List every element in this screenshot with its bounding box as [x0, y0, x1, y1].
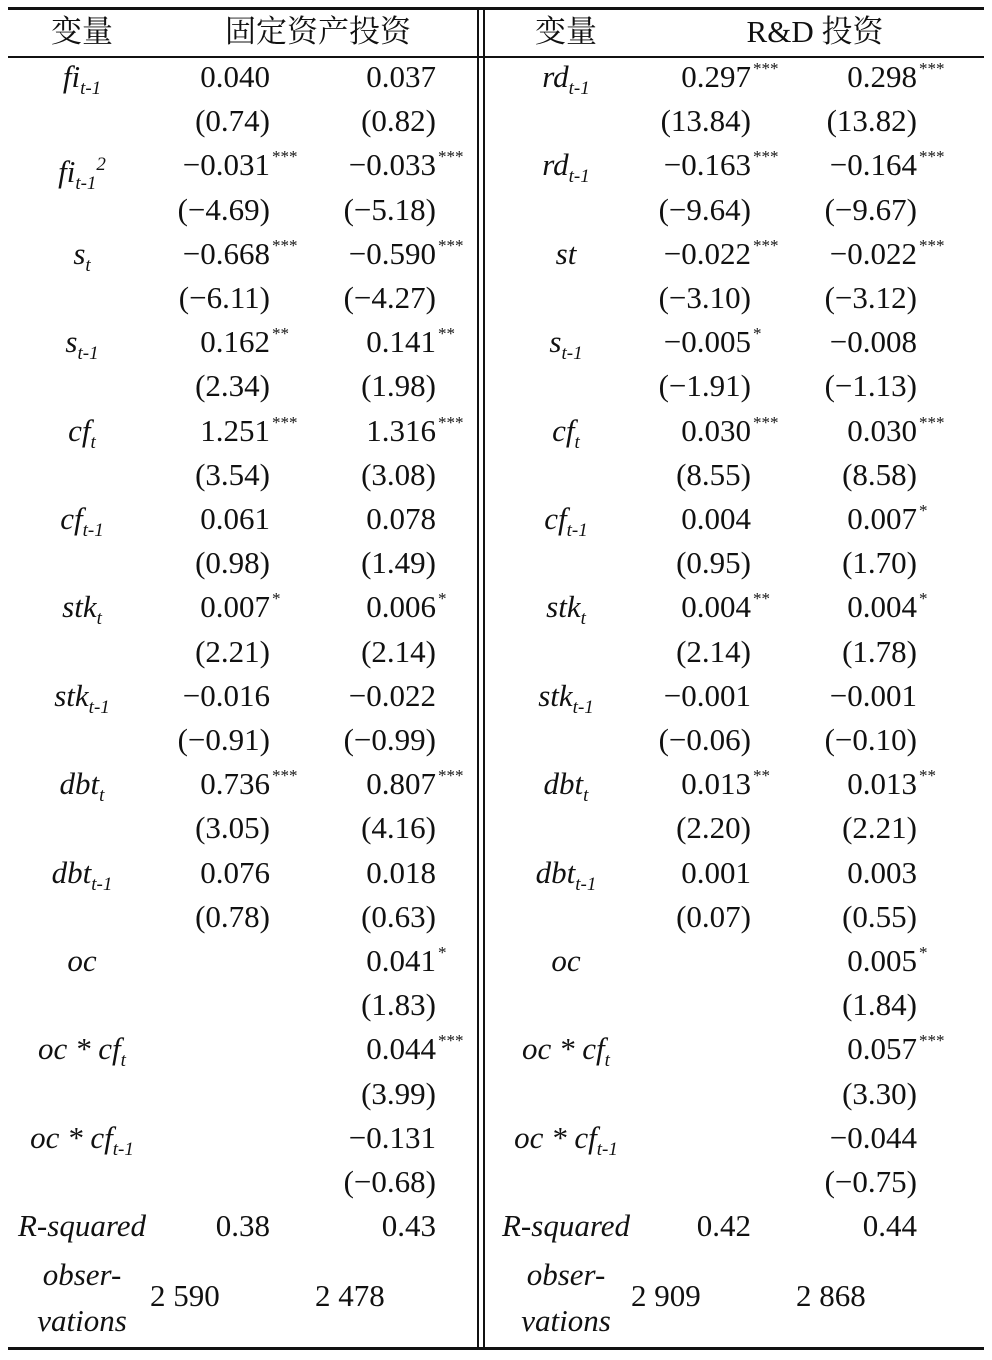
significance-stars: ***	[272, 235, 298, 255]
variable-subscript: t-1	[80, 78, 102, 99]
observations-right-col2: 2 868	[796, 1278, 866, 1313]
table-bottom-rule	[8, 1347, 984, 1350]
coefficient-value: (0.78)	[195, 898, 270, 934]
right-table-row	[0, 497, 992, 541]
right-col1-value	[664, 143, 789, 187]
header-left-group: 固定资产投资	[225, 14, 411, 49]
significance-stars: ***	[438, 412, 464, 432]
coefficient-value: 0.030	[847, 412, 917, 448]
right-col2-value	[842, 630, 955, 674]
variable-superscript: 2	[96, 154, 106, 176]
coefficient-value: (2.21)	[195, 633, 270, 669]
coefficient-value: 0.003	[847, 854, 917, 890]
right-col1-value	[676, 806, 789, 850]
right-col2-value	[825, 276, 955, 320]
variable-subscript: t-1	[91, 873, 113, 895]
coefficient-value: (1.70)	[842, 545, 917, 581]
coefficient-value: 1.251	[200, 412, 270, 448]
right-col2-value	[825, 1160, 955, 1204]
observations-label-line1: obser-	[42, 1257, 122, 1292]
coefficient-value: (8.58)	[842, 456, 917, 492]
coefficient-value: 0.037	[366, 59, 436, 94]
significance-stars: ***	[753, 147, 779, 167]
coefficient-value: 0.38	[215, 1208, 270, 1244]
right-variable-name	[544, 497, 587, 541]
coefficient-value: 0.298	[847, 59, 917, 94]
observations-right-col1: 2 909	[631, 1278, 701, 1313]
variable-symbol: s	[65, 324, 78, 360]
coefficient-value: 0.005	[847, 943, 917, 978]
variable-symbol: oc * cf	[514, 1119, 597, 1155]
variable-symbol: st	[555, 235, 577, 271]
coefficient-value: (3.05)	[195, 810, 270, 846]
right-col2-value	[830, 1116, 955, 1160]
coefficient-value: (0.82)	[361, 103, 436, 139]
variable-subscript: t-1	[77, 343, 99, 365]
right-table-row	[0, 674, 992, 718]
variable-subscript: t	[120, 1050, 126, 1072]
coefficient-value: (8.55)	[676, 456, 751, 492]
coefficient-value: 0.057	[847, 1031, 917, 1067]
significance-stars: *	[919, 943, 928, 962]
coefficient-value: −0.668	[182, 235, 270, 271]
right-table-row	[0, 276, 992, 320]
right-variable-name	[542, 55, 590, 99]
coefficient-value: (2.21)	[842, 810, 917, 846]
right-col2-value	[847, 1027, 955, 1071]
significance-stars: **	[753, 589, 770, 609]
coefficient-value: 1.316	[366, 412, 436, 448]
coefficient-value: (1.83)	[361, 987, 436, 1023]
right-col1-value	[681, 55, 789, 99]
significance-stars: *	[272, 589, 281, 609]
coefficient-value: 0.040	[200, 59, 270, 94]
right-table-row	[0, 1027, 992, 1071]
coefficient-value: 0.006	[366, 589, 436, 625]
observations-label-line2: vations	[37, 1303, 127, 1338]
coefficient-value: −0.033	[348, 147, 436, 183]
significance-stars: *	[438, 943, 447, 962]
variable-symbol: fi	[58, 154, 76, 190]
coefficient-value: 0.013	[847, 766, 917, 802]
variable-symbol: fi	[62, 59, 81, 94]
significance-stars: ***	[919, 1031, 945, 1051]
coefficient-value: 0.007	[847, 501, 917, 536]
right-col2-value	[830, 320, 955, 364]
observations-row	[0, 1252, 992, 1340]
right-col1-value	[681, 851, 789, 895]
right-table-row	[0, 541, 992, 585]
right-table-row	[0, 630, 992, 674]
coefficient-value: (0.07)	[676, 898, 751, 934]
coefficient-value: (4.16)	[361, 810, 436, 846]
significance-stars: ***	[438, 766, 464, 786]
significance-stars: ***	[272, 766, 298, 786]
right-col2-value	[842, 806, 955, 850]
coefficient-value: −0.164	[829, 147, 917, 183]
coefficient-value: (−0.75)	[824, 1164, 917, 1199]
coefficient-value: (0.95)	[676, 545, 751, 581]
significance-stars: ***	[438, 147, 464, 167]
right-col1-value	[664, 232, 789, 276]
coefficient-value: −0.001	[663, 677, 751, 713]
coefficient-value: (−4.27)	[343, 280, 436, 315]
variable-symbol: R-squared	[502, 1208, 630, 1244]
coefficient-value: 0.162	[200, 324, 270, 360]
right-table-row	[0, 143, 992, 190]
variable-symbol: R-squared	[18, 1208, 146, 1244]
right-table-row	[0, 806, 992, 850]
right-variable-name	[552, 409, 580, 453]
variable-symbol: rd	[542, 59, 569, 94]
coefficient-value: 0.061	[200, 501, 270, 536]
right-variable-name	[546, 585, 586, 629]
variable-subscript: t-1	[575, 873, 597, 895]
variable-subscript: t-1	[561, 343, 583, 365]
significance-stars: ***	[753, 59, 779, 78]
right-col2-value	[830, 674, 955, 718]
right-table-row	[0, 1116, 992, 1160]
variable-symbol: s	[73, 235, 86, 271]
coefficient-value: −0.016	[182, 677, 270, 713]
right-table-row	[0, 939, 992, 983]
coefficient-value: 0.42	[696, 1208, 751, 1244]
coefficient-value: −0.590	[348, 235, 436, 271]
right-table-row	[0, 1160, 992, 1204]
coefficient-value: (0.98)	[195, 545, 270, 581]
right-variable-name	[514, 1116, 618, 1160]
coefficient-value: 0.807	[366, 766, 436, 802]
variable-symbol: s	[549, 324, 562, 360]
significance-stars: ***	[753, 235, 779, 255]
significance-stars: **	[753, 766, 770, 786]
coefficient-value: (−3.10)	[658, 280, 751, 315]
coefficient-value: (3.54)	[195, 456, 270, 492]
coefficient-value: 0.297	[681, 59, 751, 94]
header-right-group: R&D 投资	[746, 14, 884, 49]
variable-symbol: dbt	[543, 766, 584, 802]
variable-subscript: t-1	[75, 173, 97, 195]
variable-symbol: dbt	[535, 854, 576, 890]
right-col2-value	[847, 55, 955, 99]
significance-stars: *	[919, 589, 928, 609]
right-table-row	[0, 983, 992, 1027]
variable-subscript: t-1	[88, 696, 110, 718]
coefficient-value: (−0.06)	[658, 722, 751, 757]
coefficient-value: 0.736	[200, 766, 270, 802]
significance-stars: ***	[919, 59, 945, 78]
coefficient-value: (0.55)	[842, 898, 917, 934]
variable-subscript: t	[90, 431, 96, 453]
significance-stars: *	[919, 501, 928, 520]
right-variable-name	[549, 320, 582, 364]
coefficient-value: 0.013	[681, 766, 751, 802]
right-table-row	[0, 453, 992, 497]
significance-stars: ***	[919, 412, 945, 432]
right-variable-name	[536, 851, 597, 895]
coefficient-value: 0.43	[381, 1208, 436, 1244]
variable-subscript: t-1	[568, 166, 590, 188]
coefficient-value: −0.022	[663, 235, 751, 271]
variable-subscript: t	[96, 608, 102, 630]
coefficient-value: (−0.99)	[343, 722, 436, 757]
coefficient-value: (2.14)	[676, 633, 751, 669]
variable-symbol: stk	[538, 677, 573, 713]
coefficient-value: 0.007	[200, 589, 270, 625]
variable-symbol: dbt	[51, 854, 92, 890]
observations-label-line1: obser-	[526, 1257, 606, 1292]
variable-subscript: t-1	[572, 696, 594, 718]
right-variable-name	[544, 762, 589, 806]
coefficient-value: 0.018	[366, 854, 436, 890]
coefficient-value: (−0.91)	[177, 722, 270, 757]
coefficient-value: 0.041	[366, 943, 436, 978]
right-table-row	[0, 851, 992, 895]
variable-subscript: t	[574, 431, 580, 453]
variable-symbol: oc	[67, 943, 97, 978]
variable-symbol: cf	[60, 501, 83, 536]
coefficient-value: (13.82)	[826, 103, 917, 139]
variable-symbol: dbt	[59, 766, 100, 802]
coefficient-value: 0.044	[366, 1031, 436, 1067]
right-variable-name	[522, 1027, 610, 1071]
right-col2-value	[830, 143, 955, 187]
significance-stars: ***	[438, 235, 464, 255]
right-table-row	[0, 762, 992, 806]
variable-symbol: oc * cf	[522, 1031, 605, 1067]
significance-stars: ***	[438, 1031, 464, 1051]
coefficient-value: −0.131	[348, 1119, 436, 1155]
right-table-row	[0, 188, 992, 232]
coefficient-value: (1.98)	[361, 368, 436, 404]
variable-subscript: t-1	[596, 1138, 618, 1160]
right-table-row	[0, 320, 992, 364]
coefficient-value: (1.49)	[361, 545, 436, 581]
right-col2-value	[847, 497, 955, 541]
right-table-row	[0, 99, 992, 143]
right-col1-value	[681, 497, 789, 541]
variable-subscript: t-1	[112, 1138, 134, 1160]
right-col1-value	[697, 1204, 789, 1248]
variable-symbol: oc * cf	[30, 1119, 113, 1155]
right-col2-value	[830, 232, 955, 276]
right-col1-value	[681, 762, 789, 806]
coefficient-value: (−5.18)	[343, 191, 436, 227]
right-col2-value	[847, 585, 955, 629]
right-col2-value	[842, 1072, 955, 1116]
coefficient-value: (−3.12)	[824, 280, 917, 315]
significance-stars: **	[438, 324, 455, 344]
significance-stars: **	[272, 324, 289, 344]
right-table-row	[0, 409, 992, 453]
right-table-row	[0, 1204, 992, 1248]
right-variable-name	[502, 1204, 630, 1248]
coefficient-value: (2.20)	[676, 810, 751, 846]
significance-stars: ***	[753, 412, 779, 432]
right-col2-value	[847, 762, 955, 806]
variable-subscript: t	[604, 1050, 610, 1072]
right-col1-value	[681, 409, 789, 453]
right-table-row	[0, 718, 992, 762]
right-col1-value	[676, 895, 789, 939]
coefficient-value: −0.001	[829, 677, 917, 713]
variable-symbol: cf	[544, 501, 567, 536]
variable-subscript: t	[583, 785, 589, 807]
coefficient-value: 0.44	[862, 1208, 917, 1244]
coefficient-value: −0.008	[829, 324, 917, 360]
observations-left-col2: 2 478	[315, 1278, 385, 1313]
right-col2-value	[863, 1204, 955, 1248]
right-col1-value	[681, 585, 789, 629]
right-table-row	[0, 1072, 992, 1116]
coefficient-value: 0.004	[681, 501, 751, 536]
right-col1-value	[664, 674, 789, 718]
right-variable-name	[542, 143, 590, 187]
coefficient-value: (3.99)	[361, 1075, 436, 1111]
coefficient-value: (0.74)	[195, 103, 270, 139]
right-table-row	[0, 364, 992, 408]
variable-subscript: t	[99, 785, 105, 807]
coefficient-value: −0.031	[182, 147, 270, 183]
coefficient-value: (−9.67)	[824, 191, 917, 227]
significance-stars: ***	[272, 147, 298, 167]
coefficient-value: 0.004	[681, 589, 751, 625]
coefficient-value: (−4.69)	[177, 191, 270, 227]
coefficient-value: 0.001	[681, 854, 751, 890]
coefficient-value: −0.022	[829, 235, 917, 271]
right-col2-value	[847, 409, 955, 453]
header-right-variable: 变量	[535, 14, 597, 49]
observations-label-line2: vations	[521, 1303, 611, 1338]
coefficient-value: (−0.68)	[343, 1164, 436, 1199]
variable-symbol: stk	[546, 589, 581, 625]
right-table-row	[0, 55, 992, 99]
observations-label-right	[521, 1252, 611, 1340]
coefficient-value: 0.076	[200, 854, 270, 890]
significance-stars: ***	[272, 412, 298, 432]
coefficient-value: (2.14)	[361, 633, 436, 669]
coefficient-value: (−0.10)	[824, 722, 917, 757]
coefficient-value: (−1.91)	[658, 368, 751, 404]
right-col1-value	[676, 630, 789, 674]
right-col1-value	[664, 320, 789, 364]
observations-label-left	[37, 1252, 127, 1340]
coefficient-value: (3.30)	[842, 1075, 917, 1111]
variable-symbol: cf	[552, 412, 575, 448]
variable-symbol: oc * cf	[38, 1031, 121, 1067]
right-col1-value	[676, 453, 789, 497]
variable-symbol: rd	[542, 147, 569, 183]
right-col2-value	[847, 939, 955, 983]
coefficient-value: (3.08)	[361, 456, 436, 492]
right-variable-name	[556, 232, 577, 276]
coefficient-value: 0.030	[681, 412, 751, 448]
right-table-row	[0, 895, 992, 939]
significance-stars: **	[919, 766, 936, 786]
coefficient-value: 0.004	[847, 589, 917, 625]
significance-stars: *	[753, 324, 762, 344]
right-variable-name	[551, 939, 580, 983]
right-col2-value	[847, 851, 955, 895]
coefficient-value: (13.84)	[660, 103, 751, 139]
significance-stars: ***	[919, 147, 945, 167]
variable-subscript: t	[85, 254, 91, 276]
coefficient-value: (−9.64)	[658, 191, 751, 227]
coefficient-value: −0.163	[663, 147, 751, 183]
variable-symbol: stk	[62, 589, 97, 625]
header-left-variable: 变量	[51, 14, 113, 49]
observations-left-col1: 2 590	[150, 1278, 220, 1313]
coefficient-value: (2.34)	[195, 368, 270, 404]
coefficient-value: 0.141	[366, 324, 436, 360]
variable-symbol: stk	[54, 677, 89, 713]
coefficient-value: (−1.13)	[824, 368, 917, 404]
variable-symbol: oc	[551, 943, 581, 978]
coefficient-value: (1.84)	[842, 987, 917, 1023]
variable-subscript: t	[580, 608, 586, 630]
coefficient-value: (1.78)	[842, 633, 917, 669]
coefficient-value: (−6.11)	[178, 280, 270, 315]
variable-symbol: cf	[68, 412, 91, 448]
variable-subscript: t-1	[568, 78, 590, 99]
coefficient-value: −0.022	[348, 677, 436, 713]
significance-stars: ***	[919, 235, 945, 255]
coefficient-value: −0.005	[663, 324, 751, 360]
right-table-row	[0, 232, 992, 276]
significance-stars: *	[438, 589, 447, 609]
variable-subscript: t-1	[82, 520, 104, 541]
right-table-row	[0, 585, 992, 629]
coefficient-value: 0.078	[366, 501, 436, 536]
variable-subscript: t-1	[566, 520, 588, 541]
right-variable-name	[538, 674, 594, 718]
coefficient-value: −0.044	[829, 1119, 917, 1155]
coefficient-value: (0.63)	[361, 898, 436, 934]
